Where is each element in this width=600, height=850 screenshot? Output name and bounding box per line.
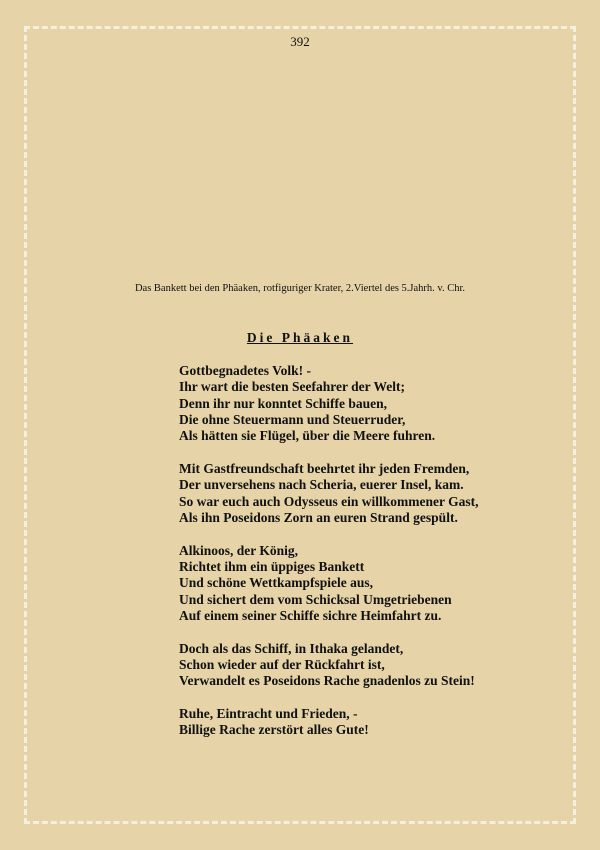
poem-line: Verwandelt es Poseidons Rache gnadenlos zu Stein!: [179, 673, 475, 689]
stanza: [179, 461, 559, 526]
poem-line: Doch als das Schiff, in Ithaka gelandet,: [179, 640, 404, 656]
poem-line: Die ohne Steuermann und Steuerruder,: [179, 411, 406, 427]
stanza: [179, 706, 559, 739]
poem-line: Schon wieder auf der Rückfahrt ist,: [179, 656, 385, 672]
poem-line: Denn ihr nur konntet Schiffe bauen,: [179, 395, 388, 411]
poem-line: Mit Gastfreundschaft beehrtet ihr jeden Fremden,: [179, 460, 470, 476]
poem-line: Der unversehens nach Scheria, euerer Insel, kam.: [179, 477, 464, 493]
poem-line: Gottbegnadetes Volk! -: [179, 363, 312, 378]
poem-line: So war euch auch Odysseus ein willkommener Gast,: [179, 493, 479, 509]
poem-body: [179, 363, 559, 755]
poem-line: Als hätten sie Flügel, über die Meere fuhren.: [179, 428, 436, 444]
poem-line: Billige Rache zerstört alles Gute!: [179, 722, 369, 738]
poem-line: Ihr wart die besten Seefahrer der Welt;: [179, 379, 405, 395]
poem-line: Auf einem seiner Schiffe sichre Heimfahrt zu.: [179, 607, 442, 623]
stanza: [179, 363, 559, 444]
poem-title: Die Phäaken: [246, 330, 354, 345]
poem-line: Richtet ihm ein üppiges Bankett: [179, 558, 365, 574]
stanza: [179, 641, 559, 690]
image-caption: Das Bankett bei den Phäaken, rotfiguriger Krater, 2.Viertel des 5.Jahrh. v. Chr.: [134, 283, 466, 294]
page-number: 392: [290, 34, 310, 49]
poem-line: Und sichert dem vom Schicksal Umgetriebenen: [179, 591, 452, 607]
stanza: [179, 543, 559, 624]
poem-line: Als ihn Poseidons Zorn an euren Strand gespült.: [179, 509, 458, 525]
poem-line: Ruhe, Eintracht und Frieden, -: [179, 706, 358, 722]
poem-line: Alkinoos, der König,: [179, 542, 299, 558]
poem-line: Und schöne Wettkampfspiele aus,: [179, 575, 374, 591]
